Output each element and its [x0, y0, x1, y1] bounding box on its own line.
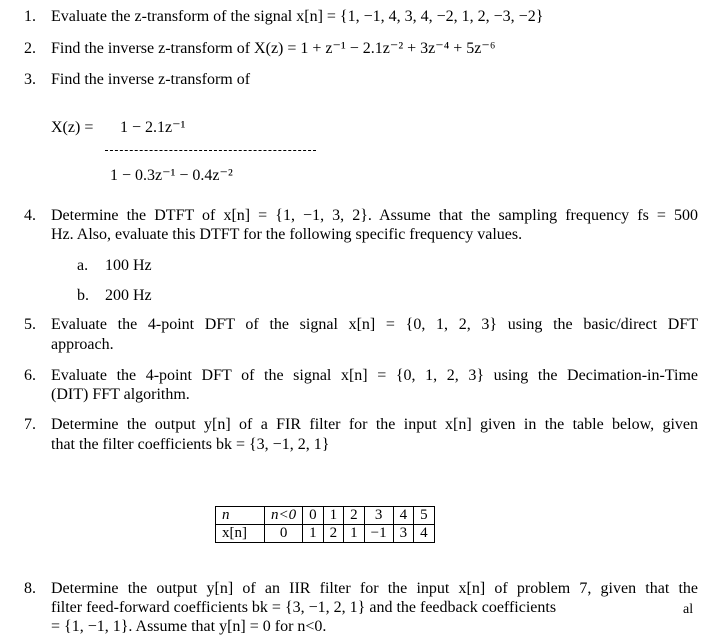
problem-6-line-1: Evaluate the 4-point DFT of the signal x[n] = {0, 1, 2, 3} using the Decimation-in-Time — [51, 367, 698, 384]
problem-4-line-1: Determine the DTFT of x[n] = {1, −1, 3, 2}. Assume that the sampling frequency fs = 500 — [51, 207, 698, 224]
problem-number-8: 8. — [24, 580, 36, 597]
problem-number-2: 2. — [24, 40, 36, 57]
table-row — [216, 525, 435, 543]
problem-6-line-2: (DIT) FFT algorithm. — [51, 386, 190, 403]
fraction-lhs: X(z) = — [51, 119, 94, 136]
table-cell: 2 — [344, 507, 365, 525]
problem-number-1: 1. — [24, 8, 36, 25]
table-cell: x[n] — [216, 525, 265, 543]
table-cell: 4 — [414, 525, 435, 543]
table-cell: 1 — [323, 507, 344, 525]
table-cell: 0 — [303, 507, 324, 525]
problem-number-5: 5. — [24, 316, 36, 333]
problem-4-line-2: Hz. Also, evaluate this DTFT for the following specific frequency values. — [51, 226, 523, 243]
table-cell: 1 — [303, 525, 324, 543]
sub-item-b-text: 200 Hz — [105, 287, 152, 304]
table-cell: −1 — [364, 525, 393, 543]
table-cell: n<0 — [265, 507, 303, 525]
table-cell: 2 — [323, 525, 344, 543]
sub-item-a-text: 100 Hz — [105, 257, 152, 274]
problem-3-text: Find the inverse z-transform of — [51, 71, 251, 88]
table-cell: n — [216, 507, 265, 525]
problem-number-4: 4. — [24, 207, 36, 224]
problem-number-6: 6. — [24, 367, 36, 384]
fraction-numerator: 1 − 2.1z⁻¹ — [120, 119, 186, 136]
fraction-denominator: 1 − 0.3z⁻¹ − 0.4z⁻² — [110, 167, 233, 184]
problem-8-line-1: Determine the output y[n] of an IIR filter for the input x[n] of problem 7, given that the — [51, 580, 698, 597]
table-header-row — [216, 507, 435, 525]
fraction-bar — [105, 150, 316, 151]
problem-number-3: 3. — [24, 71, 36, 88]
problem-number-7: 7. — [24, 416, 36, 433]
problem-5-line-1: Evaluate the 4-point DFT of the signal x[n] = {0, 1, 2, 3} using the basic/direct DFT — [51, 316, 698, 333]
table-cell: 1 — [344, 525, 365, 543]
problem-2-text: Find the inverse z-transform of X(z) = 1 + z⁻¹ − 2.1z⁻² + 3z⁻⁴ + 5z⁻⁶ — [51, 40, 496, 57]
table-cell: 3 — [364, 507, 393, 525]
problem-7-line-2: that the filter coefficients bk = {3, −1, 2, 1} — [51, 436, 330, 453]
problem-8-line-3: = {1, −1, 1}. Assume that y[n] = 0 for n<0. — [51, 618, 327, 635]
input-signal-table — [215, 506, 435, 543]
problem-8-line-2: filter feed-forward coefficients bk = {3, −1, 2, 1} and the feedback coefficients — [51, 599, 557, 616]
table-cell: 4 — [393, 507, 414, 525]
problem-5-line-2: approach. — [51, 336, 114, 353]
table-cell: 5 — [414, 507, 435, 525]
sub-item-b-label: b. — [77, 287, 89, 304]
problem-1-text: Evaluate the z-transform of the signal x[n] = {1, −1, 4, 3, 4, −2, 1, 2, −3, −2} — [51, 8, 544, 25]
problem-8-line-2-tail: al — [683, 602, 694, 617]
problem-7-line-1: Determine the output y[n] of a FIR filter for the input x[n] given in the table below, given — [51, 416, 698, 433]
sub-item-a-label: a. — [77, 257, 89, 274]
table-cell: 0 — [265, 525, 303, 543]
table-cell: 3 — [393, 525, 414, 543]
